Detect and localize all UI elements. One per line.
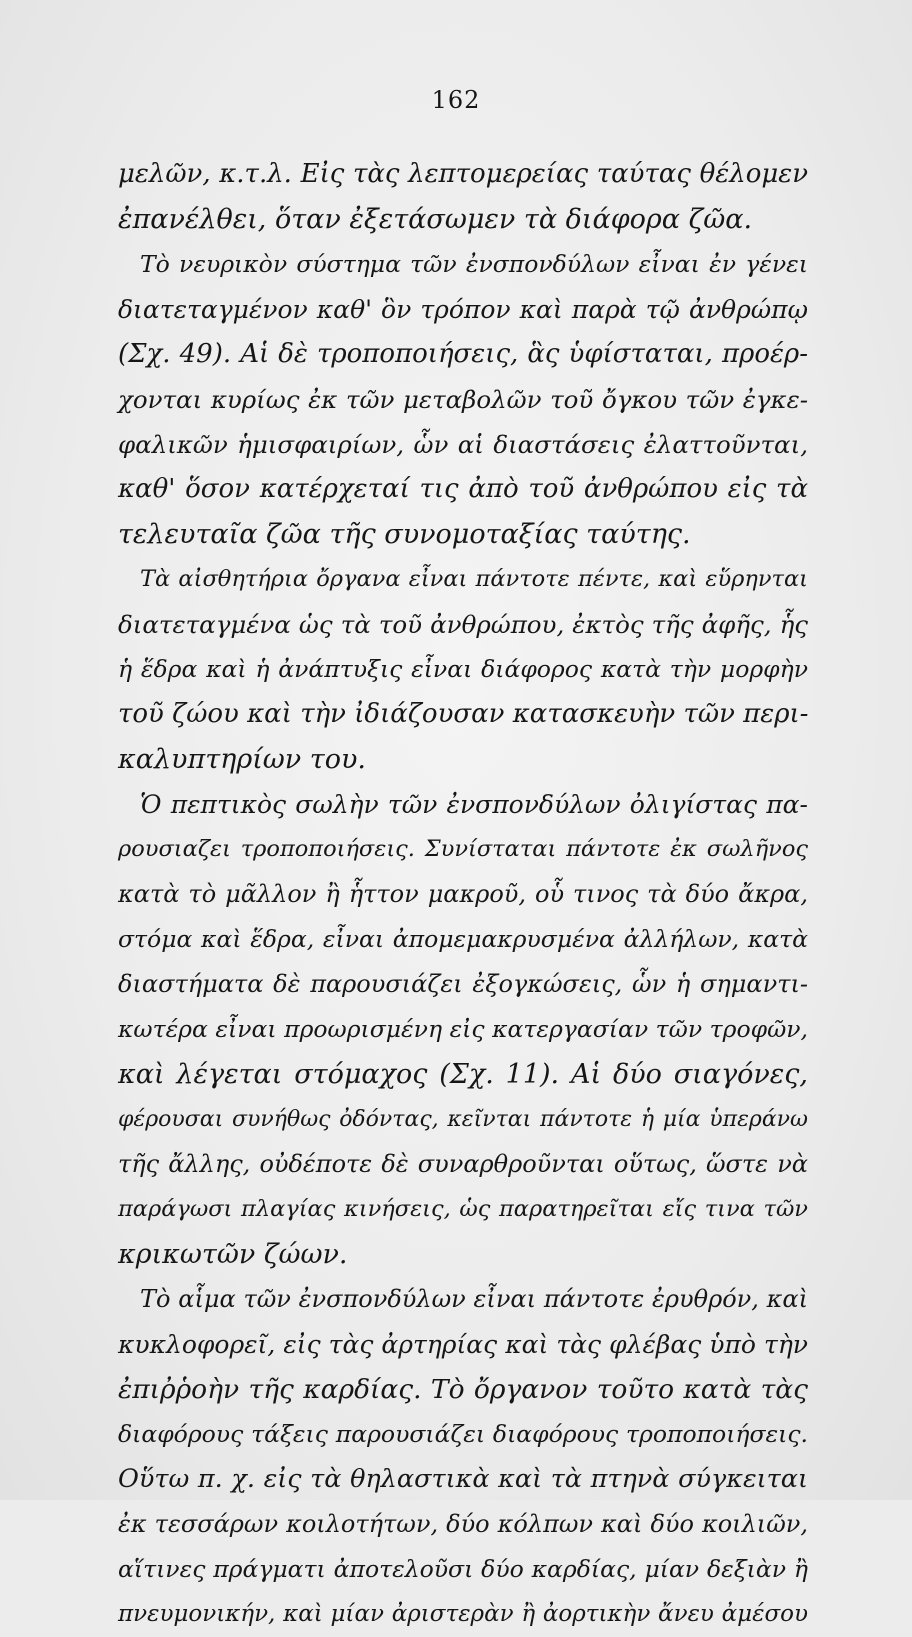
text-line: παράγωσι πλαγίας κινήσεις, ὡς παρατηρεῖται εἴς τινα τῶν bbox=[118, 1196, 808, 1222]
text-line: διαφόρους τάξεις παρουσιάζει διαφόρους τροποποιήσεις. bbox=[118, 1420, 808, 1448]
text-line: τελευταῖα ζῶα τῆς συνομοταξίας ταύτης. bbox=[118, 519, 691, 550]
text-line: ἐπανέλθει, ὅταν ἐξετάσωμεν τὰ διάφορα ζῶα. bbox=[118, 204, 753, 235]
text-line: (Σχ. 49). Αἱ δὲ τροποποιήσεις, ἃς ὑφίσταται, προέρ- bbox=[118, 339, 808, 369]
text-line: κρικωτῶν ζώων. bbox=[118, 1239, 348, 1270]
page-number: 162 bbox=[431, 86, 481, 114]
text-line: κατὰ τὸ μᾶλλον ἢ ἧττον μακροῦ, οὗ τινος τὰ δύο ἄκρα, bbox=[118, 880, 808, 908]
text-line: Ὁ πεπτικὸς σωλὴν τῶν ἐνσπονδύλων ὀλιγίστας πα- bbox=[140, 790, 808, 819]
text-line: καλυπτηρίων του. bbox=[118, 744, 366, 775]
text-line: φέρουσαι συνήθως ὀδόντας, κεῖνται πάντοτε ἡ μία ὑπεράνω bbox=[118, 1107, 808, 1132]
text-line: καθ' ὅσον κατέρχεταί τις ἀπὸ τοῦ ἀνθρώπου εἰς τὰ bbox=[118, 474, 808, 504]
body-text bbox=[118, 152, 808, 1637]
text-line: πνευμονικήν, καὶ μίαν ἀριστερὰν ἢ ἀορτικὴν ἄνευ ἀμέσου bbox=[118, 1601, 808, 1627]
text-line: κυκλοφορεῖ, εἰς τὰς ἀρτηρίας καὶ τὰς φλέβας ὑπὸ τὴν bbox=[118, 1330, 808, 1359]
text-line: τῆς ἄλλης, οὐδέποτε δὲ συναρθροῦνται οὕτως, ὥστε νὰ bbox=[118, 1150, 808, 1178]
text-line: διαστήματα δὲ παρουσιάζει ἐξογκώσεις, ὧν ἡ σημαντι- bbox=[118, 970, 808, 998]
text-line: ἐκ τεσσάρων κοιλοτήτων, δύο κόλπων καὶ δύο κοιλιῶν, bbox=[118, 1510, 808, 1538]
text-line: στόμα καὶ ἕδρα, εἶναι ἀπομεμακρυσμένα ἀλλήλων, κατὰ bbox=[118, 925, 808, 953]
text-line: διατεταγμένα ὡς τὰ τοῦ ἀνθρώπου, ἐκτὸς τῆς ἀφῆς, ἧς bbox=[118, 610, 808, 639]
text-line: ἐπιῤῥοὴν τῆς καρδίας. Τὸ ὄργανον τοῦτο κατὰ τὰς bbox=[118, 1374, 808, 1405]
text-line: χονται κυρίως ἐκ τῶν μεταβολῶν τοῦ ὄγκου τῶν ἐγκε- bbox=[118, 385, 808, 414]
text-line: Τὸ αἷμα τῶν ἐνσπονδύλων εἶναι πάντοτε ἐρυθρόν, καὶ bbox=[140, 1285, 808, 1313]
text-line: κωτέρα εἶναι προωρισμένη εἰς κατεργασίαν τῶν τροφῶν, bbox=[118, 1015, 808, 1043]
text-line: διατεταγμένον καθ' ὃν τρόπον καὶ παρὰ τῷ ἀνθρώπῳ bbox=[118, 295, 808, 324]
text-line: αἵτινες πράγματι ἀποτελοῦσι δύο καρδίας, μίαν δεξιὰν ἢ bbox=[118, 1555, 808, 1583]
text-line: Τὸ νευρικὸν σύστημα τῶν ἐνσπονδύλων εἶναι ἐν γένει bbox=[140, 250, 808, 278]
text-line: φαλικῶν ἡμισφαιρίων, ὧν αἱ διαστάσεις ἐλαττοῦνται, bbox=[118, 430, 808, 459]
text-line: Οὕτω π. χ. εἰς τὰ θηλαστικὰ καὶ τὰ πτηνὰ σύγκειται bbox=[118, 1464, 808, 1494]
text-line: Τὰ αἰσθητήρια ὄργανα εἶναι πάντοτε πέντε, καὶ εὕρηνται bbox=[140, 566, 808, 592]
text-line: τοῦ ζώου καὶ τὴν ἰδιάζουσαν κατασκευὴν τῶν περι- bbox=[118, 699, 809, 729]
text-line: μελῶν, κ.τ.λ. Εἰς τὰς λεπτομερείας ταύτας θέλομεν bbox=[118, 159, 808, 189]
text-line: ρουσιαζει τροποποιήσεις. Συνίσταται πάντοτε ἐκ σωλῆνος bbox=[118, 836, 808, 862]
text-line: καὶ λέγεται στόμαχος (Σχ. 11). Αἱ δύο σιαγόνες, bbox=[118, 1059, 808, 1090]
text-line: ἡ ἕδρα καὶ ἡ ἀνάπτυξις εἶναι διάφορος κατὰ τὴν μορφὴν bbox=[118, 655, 808, 683]
